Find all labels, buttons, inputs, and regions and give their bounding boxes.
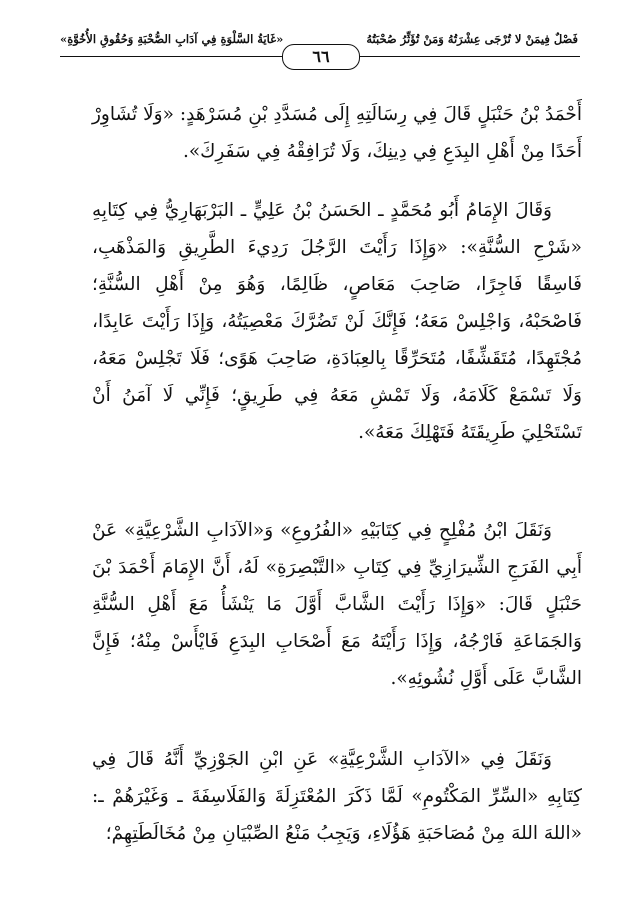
running-header [60,30,580,66]
body-text [92,512,582,697]
paragraph-1: أَحْمَدُ بْنُ حَنْبَلٍ قَالَ فِي رِسَالَتِهِ إِلَى مُسَدَّدِ بْنِ مُسَرْهَدٍ: «وَلَا تُشَاوِرْ أَحَدًا مِنْ أَهْلِ البِدَعِ فِي دِينِكَ، وَلَا تُرَافِقْهُ فِي سَفَرِكَ». [92,104,582,162]
book-title: «غَايَةُ السَّلْوَةِ فِي آدَابِ الصُّحْبَةِ وَحُقُوقِ الأُخُوَّةِ» [60,32,284,46]
body-text [92,192,582,451]
paragraph-4: وَنَقَلَ فِي «الآدَابِ الشَّرْعِيَّةِ» عَنِ ابْنِ الجَوْزِيِّ أَنَّهُ قَالَ فِي كِتَابِهِ «السِّرِّ المَكْتُومِ» لَمَّا ذَكَرَ المُعْتَزِلَةَ وَالفَلَاسِفَةَ ـ وَغَيْرَهُمْ ـ: «اللهَ اللهَ مِنْ مُصَاحَبَةِ هَؤُلَاءِ، وَيَجِبُ مَنْعُ الصِّبْيَانِ مِنْ مُخَالَطَتِهِمْ؛ [92,749,582,844]
chapter-title: فَصْلٌ فِيمَنْ لا تُرْجَى عِشْرَتُهُ وَمَنْ تُؤَثِّرُ صُحْبَتُهُ [366,32,578,46]
body-text [92,96,582,170]
page-number: ٦٦ [282,44,360,70]
paragraph-3: وَنَقَلَ ابْنُ مُفْلِحٍ فِي كِتَابَيْهِ «الفُرُوعِ» وَ«الآدَابِ الشَّرْعِيَّةِ» عَنْ أَبِي الفَرَجِ الشِّيرَازِيِّ فِي كِتَابِ «التَّبْصِرَةِ» لَهُ، أَنَّ الإِمَامَ أَحْمَدَ بْنَ حَنْبَلٍ قَالَ: «وَإِذَا رَأَيْتَ الشَّابَّ أَوَّلَ مَا يَنْشَأُ مَعَ أَهْلِ السُّنَّةِ وَالجَمَاعَةِ فَارْجُهُ، وَإِذَا رَأَيْتَهُ مَعَ أَصْحَابِ البِدَعِ فَايْأَسْ مِنْهُ؛ فَإِنَّ الشَّابَّ عَلَى أَوَّلِ نُشُوئِهِ». [92,520,582,689]
paragraph-2: وَقَالَ الإِمَامُ أَبُو مُحَمَّدٍ ـ الحَسَنُ بْنُ عَلِيٍّ ـ البَرْبَهَارِيُّ فِي كِتَابِهِ «شَرْحِ السُّنَّةِ»: «وَإِذَا رَأَيْتَ الرَّجُلَ رَدِيءَ الطَّرِيقِ وَالمَذْهَبِ، فَاسِقًا فَاجِرًا، صَاحِبَ مَعَاصٍ، ظَالِمًا، وَهُوَ مِنْ أَهْلِ السُّنَّةِ؛ فَاصْحَبْهُ، وَاجْلِسْ مَعَهُ؛ فَإِنَّكَ لَنْ تَضُرَّكَ مَعْصِيَتُهُ، وَإِذَا رَأَيْتَ عَابِدًا، مُجْتَهِدًا، مُتَقَشِّفًا، مُتَحَرِّقًا بِالعِبَادَةِ، صَاحِبَ هَوًى؛ فَلَا تَجْلِسْ مَعَهُ، وَلَا تَسْمَعْ كَلَامَهُ، وَلَا تَمْشِ مَعَهُ فِي طَرِيقٍ؛ فَإِنِّي لَا آمَنُ أَنْ تَسْتَحْلِيَ طَرِيقَتَهُ فَتَهْلِكَ مَعَهُ». [92,200,582,443]
body-text [92,741,582,852]
